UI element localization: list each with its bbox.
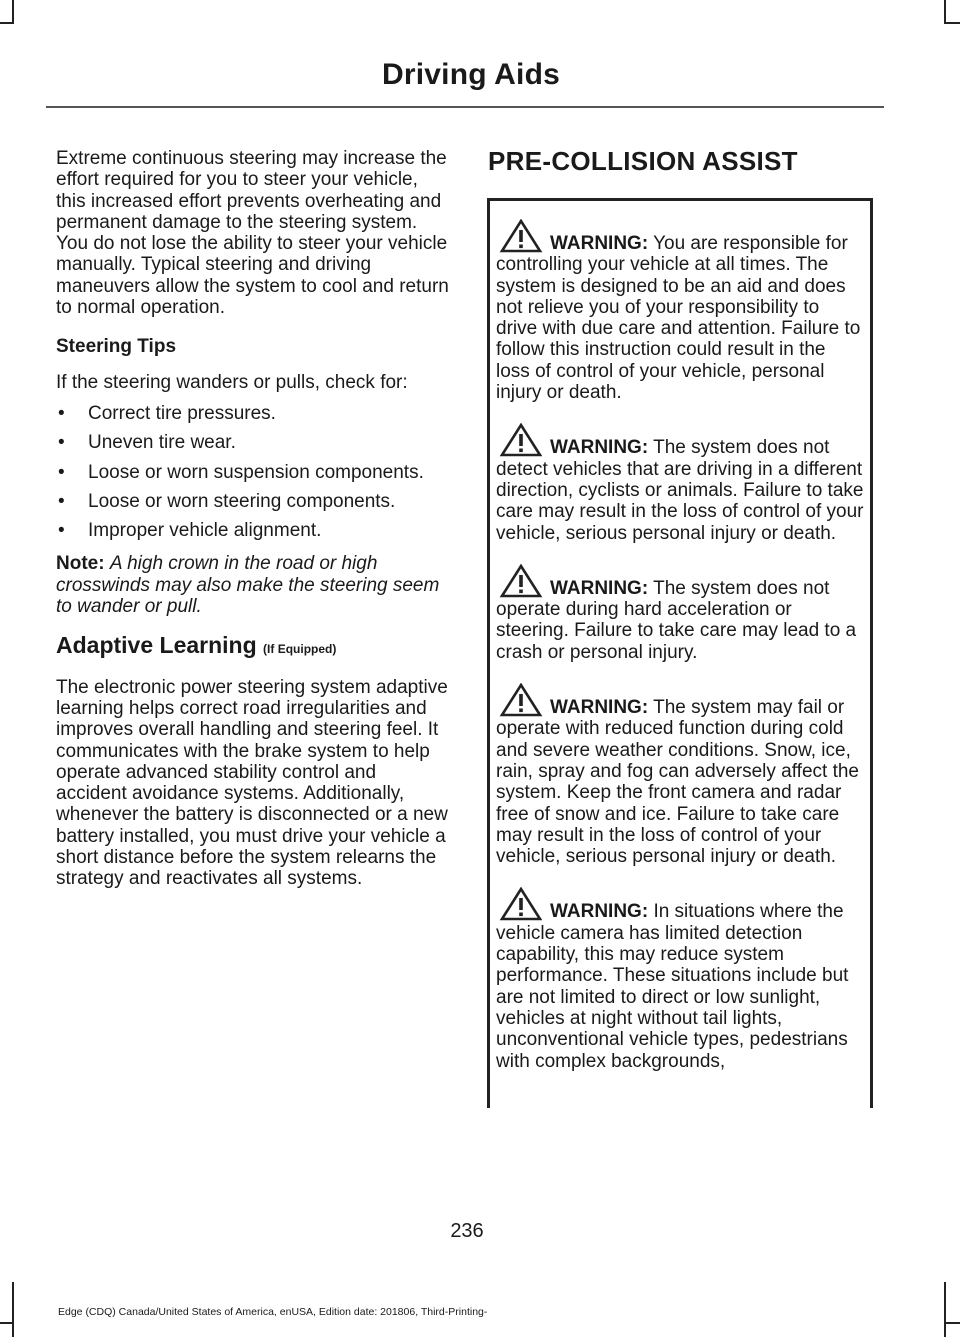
crop-mark: [0, 22, 14, 24]
adaptive-learning-heading: [56, 632, 450, 660]
pre-collision-assist-heading: PRE-COLLISION ASSIST: [488, 146, 798, 176]
page-number: 236: [450, 1220, 484, 1242]
list-item: • Loose or worn suspension components.: [56, 462, 450, 483]
adaptive-learning-title: Adaptive Learning: [56, 632, 257, 659]
list-item: • Uneven tire wear.: [56, 432, 450, 453]
warning-block: [496, 423, 864, 543]
list-item: • Correct tire pressures.: [56, 403, 450, 424]
left-column: [56, 148, 450, 908]
steering-tips-list: [56, 403, 450, 541]
page-header-title: Driving Aids: [382, 58, 560, 91]
crop-mark: [12, 0, 14, 22]
crop-mark: [12, 1282, 14, 1337]
intro-paragraph: Extreme continuous steering may increase the effort required for you to steer your vehicle, this increased effort prevents overheating and permanent damage to the steering system. You do not lose the ability to steer your vehicle manually. Typical steering and driving maneuvers allow the system to cool and return to normal operation.: [56, 148, 449, 319]
note-label: Note:: [56, 553, 105, 575]
warning-triangle-icon: [498, 219, 544, 253]
header-divider: [46, 106, 884, 108]
crop-mark: [944, 22, 960, 24]
steering-tips-lead: If the steering wanders or pulls, check for:: [56, 371, 408, 393]
adaptive-learning-qualifier: (If Equipped): [263, 642, 337, 657]
warning-triangle-icon: [498, 423, 544, 457]
warning-triangle-icon: [498, 564, 544, 598]
warning-triangle-icon: [498, 887, 544, 921]
crop-mark: [944, 1322, 960, 1324]
warning-text: The system does not operate during hard acceleration or steering. Failure to take care may lead to a crash or personal injury.: [496, 577, 857, 663]
warning-triangle-icon: [498, 683, 544, 717]
warning-label: WARNING:: [550, 901, 649, 923]
crop-mark: [944, 1282, 946, 1337]
warning-label: WARNING:: [550, 233, 649, 254]
warning-text: The system may fail or operate with reduced function during cold and severe weather conditions. Snow, ice, rain, spray and fog can adversely affect the system. Keep the front camera and radar free of snow and ice. Failure to take care may result in the loss of control of your vehicle, serious personal injury or death.: [496, 697, 859, 868]
warning-text: In situations where the vehicle camera has limited detection capability, this may reduce system performance. These situations include but are not limited to direct or low sunlight, vehicles at night without tail lights, unconventional vehicle types, pedestrians with complex backgrounds,: [496, 901, 849, 1072]
warning-label: WARNING:: [550, 577, 649, 599]
steering-tips-heading: Steering Tips: [56, 336, 177, 358]
page-footer: Edge (CDQ) Canada/United States of America, enUSA, Edition date: 201806, Third-Printing-: [58, 1306, 488, 1318]
warnings-box: [487, 198, 873, 1108]
warning-label: WARNING:: [550, 437, 649, 459]
note-text: A high crown in the road or high crosswinds may also make the steering seem to wander or pull.: [56, 553, 440, 618]
warning-block: [496, 219, 864, 403]
warning-text: You are responsible for controlling your vehicle at all times. The system is designed to be an aid and does not relieve you of your responsibility to drive with due care and attention. Failure to follow this instruction could result in the loss of control of your vehicle, personal injury or death.: [496, 233, 861, 404]
warning-block: [496, 887, 864, 1071]
crop-mark: [0, 1322, 14, 1324]
warning-label: WARNING:: [550, 697, 649, 719]
warning-text: The system does not detect vehicles that are driving in a different direction, cyclists or animals. Failure to take care may result in the loss of control of your vehicle, serious personal injury or death.: [496, 437, 864, 544]
warning-block: [496, 683, 864, 867]
crop-mark: [944, 0, 946, 22]
note-paragraph: [56, 553, 450, 617]
warning-block: [496, 564, 864, 663]
list-item: • Improper vehicle alignment.: [56, 520, 450, 541]
adaptive-learning-paragraph: The electronic power steering system adaptive learning helps correct road irregularities and improves overall handling and steering feel. It communicates with the brake system to help operate advanced stability control and accident avoidance systems. Additionally, whenever the battery is disconnected or a new battery installed, you must drive your vehicle a short distance before the system relearns the strategy and reactivates all systems.: [56, 676, 448, 890]
list-item: • Loose or worn steering components.: [56, 491, 450, 512]
